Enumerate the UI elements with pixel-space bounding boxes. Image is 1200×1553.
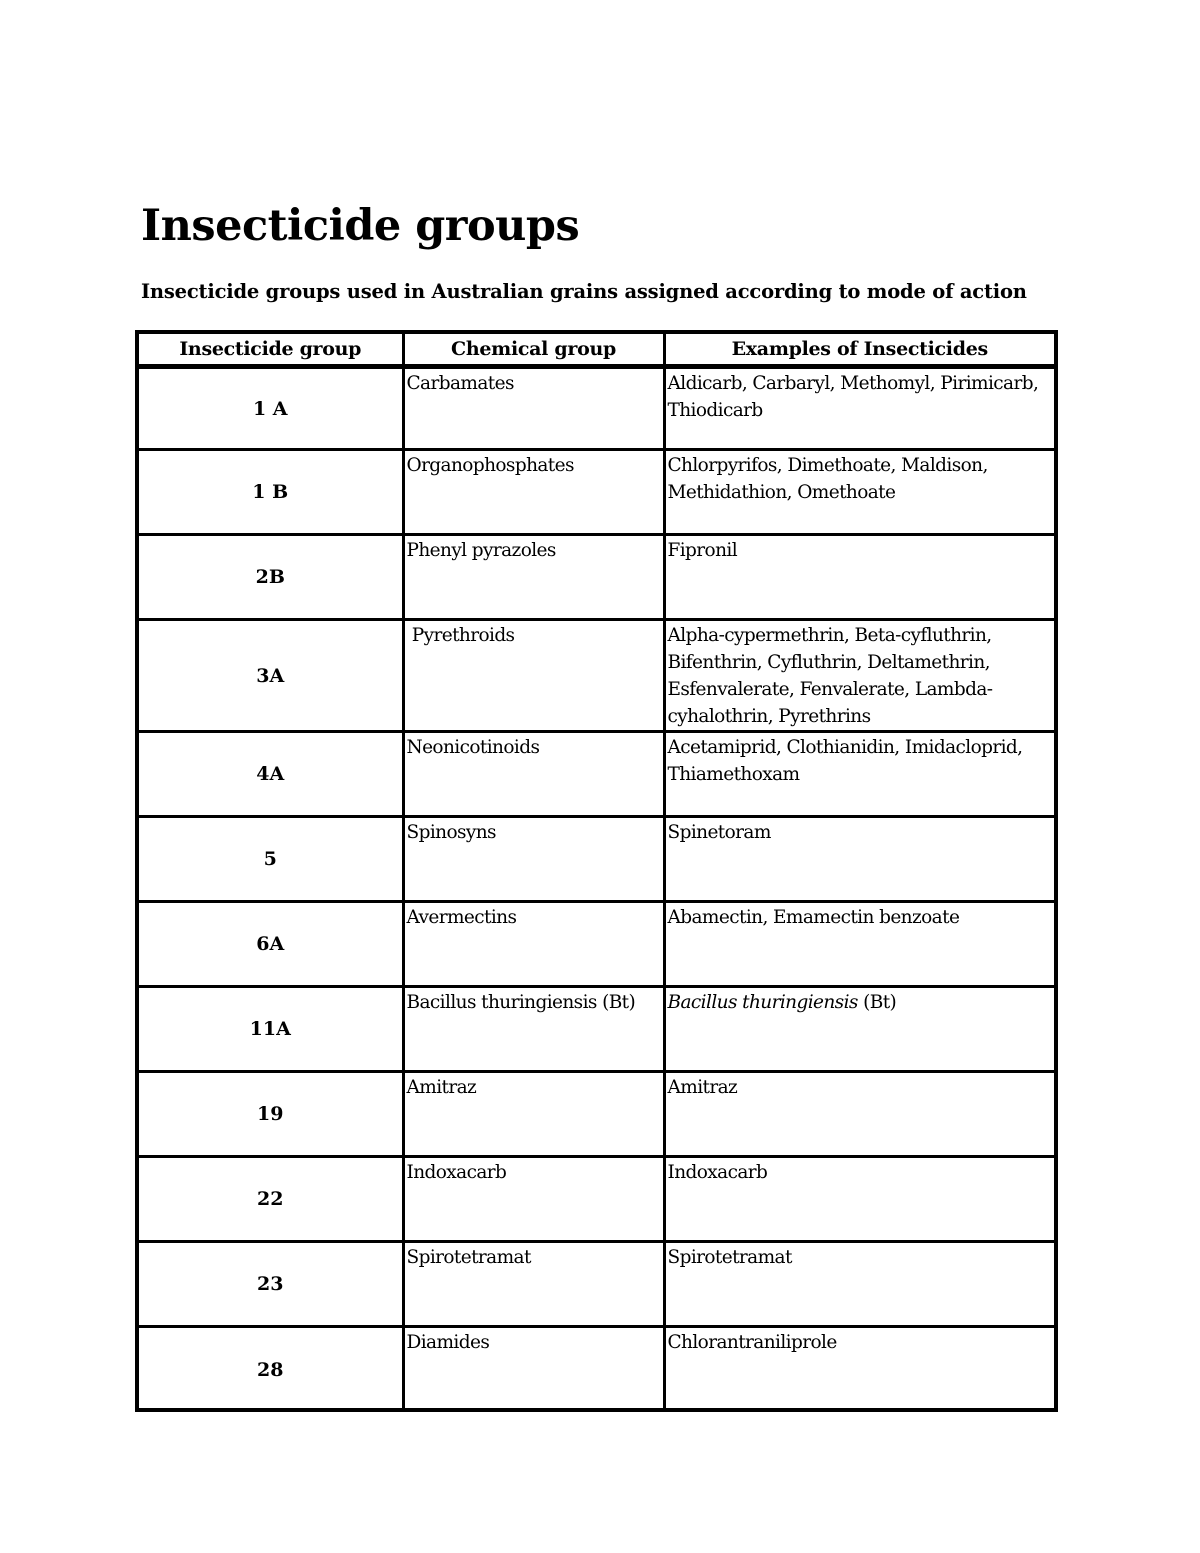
table-row xyxy=(139,1242,1054,1327)
table-row xyxy=(139,450,1054,535)
chemical-group: Avermectins xyxy=(403,902,664,987)
group-code: 1 B xyxy=(139,450,403,535)
example-insecticides: Indoxacarb xyxy=(664,1157,1054,1242)
chemical-group: Diamides xyxy=(403,1327,664,1412)
table-row xyxy=(139,1072,1054,1157)
example-insecticides xyxy=(664,987,1054,1072)
chemical-group: Amitraz xyxy=(403,1072,664,1157)
chemical-group: Neonicotinoids xyxy=(403,732,664,817)
group-code: 28 xyxy=(139,1327,403,1412)
table-row xyxy=(139,732,1054,817)
chemical-group: Indoxacarb xyxy=(403,1157,664,1242)
group-code: 4A xyxy=(139,732,403,817)
group-code: 1 A xyxy=(139,367,403,450)
example-insecticides: Spinetoram xyxy=(664,817,1054,902)
table-row xyxy=(139,987,1054,1072)
group-code: 3A xyxy=(139,620,403,732)
chemical-group: Bacillus thuringiensis (Bt) xyxy=(403,987,664,1072)
chemical-group: Spirotetramat xyxy=(403,1242,664,1327)
group-code: 6A xyxy=(139,902,403,987)
example-insecticides: Chlorantraniliprole xyxy=(664,1327,1054,1412)
chemical-group: Pyrethroids xyxy=(403,620,664,732)
column-header-examples: Examples of Insecticides xyxy=(664,334,1054,367)
table-row xyxy=(139,902,1054,987)
chemical-group: Carbamates xyxy=(403,367,664,450)
group-code: 2B xyxy=(139,535,403,620)
group-code: 22 xyxy=(139,1157,403,1242)
table-row xyxy=(139,817,1054,902)
table-row xyxy=(139,1327,1054,1412)
example-insecticides: Aldicarb, Carbaryl, Methomyl, Pirimicarb, Thiodicarb xyxy=(664,367,1054,450)
insecticide-table-frame xyxy=(135,330,1058,1412)
chemical-group: Spinosyns xyxy=(403,817,664,902)
example-insecticides: Fipronil xyxy=(664,535,1054,620)
example-insecticides: Spirotetramat xyxy=(664,1242,1054,1327)
table-row xyxy=(139,620,1054,732)
column-header-insecticide-group: Insecticide group xyxy=(139,334,403,367)
example-italic-name: Bacillus thuringiensis xyxy=(667,992,858,1013)
chemical-group: Organophosphates xyxy=(403,450,664,535)
example-insecticides: Abamectin, Emamectin benzoate xyxy=(664,902,1054,987)
chemical-group: Phenyl pyrazoles xyxy=(403,535,664,620)
example-suffix: (Bt) xyxy=(857,992,897,1013)
page-subtitle: Insecticide groups used in Australian grains assigned according to mode of action xyxy=(141,280,1027,303)
group-code: 23 xyxy=(139,1242,403,1327)
example-insecticides: Alpha-cypermethrin, Beta-cyfluthrin, Bifenthrin, Cyfluthrin, Deltamethrin, Esfenvalerate, Fenvalerate, Lambda-cyhalothrin, Pyrethrins xyxy=(664,620,1054,732)
insecticide-table xyxy=(139,334,1054,1412)
table-row xyxy=(139,1157,1054,1242)
example-insecticides: Acetamiprid, Clothianidin, Imidacloprid, Thiamethoxam xyxy=(664,732,1054,817)
column-header-chemical-group: Chemical group xyxy=(403,334,664,367)
group-code: 5 xyxy=(139,817,403,902)
page-title: Insecticide groups xyxy=(141,201,580,251)
example-insecticides: Chlorpyrifos, Dimethoate, Maldison, Methidathion, Omethoate xyxy=(664,450,1054,535)
group-code: 11A xyxy=(139,987,403,1072)
table-row xyxy=(139,535,1054,620)
group-code: 19 xyxy=(139,1072,403,1157)
table-row xyxy=(139,367,1054,450)
example-insecticides: Amitraz xyxy=(664,1072,1054,1157)
table-header-row xyxy=(139,334,1054,367)
